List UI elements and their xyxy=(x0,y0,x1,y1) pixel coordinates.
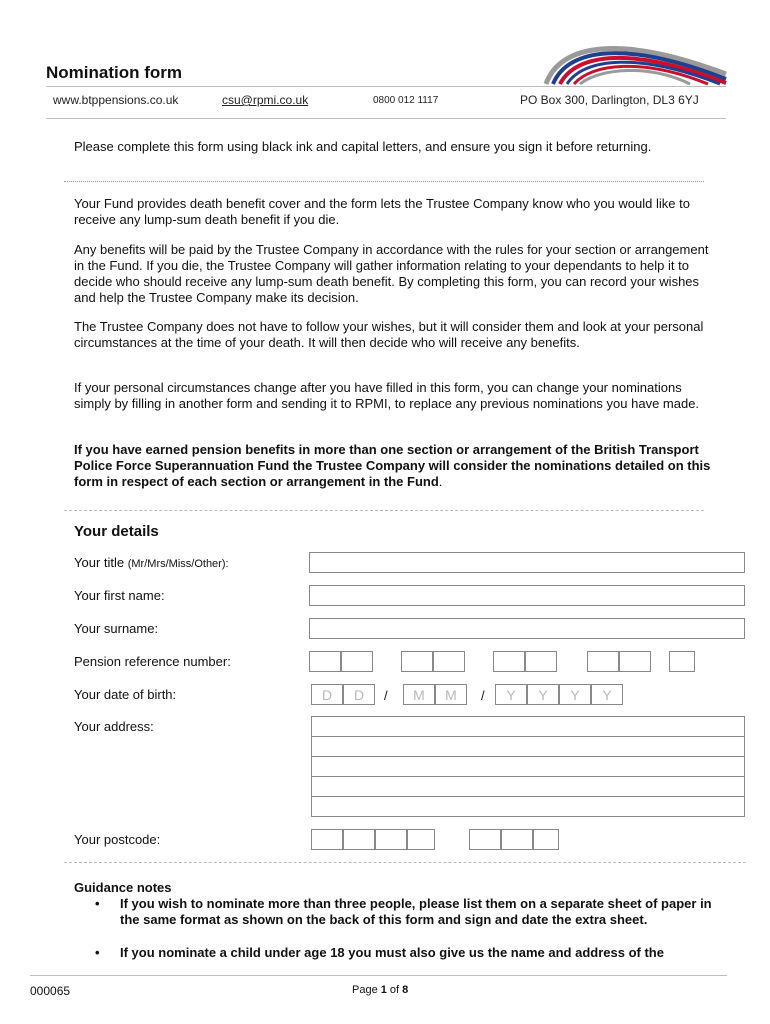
page-mid: of xyxy=(386,984,403,996)
dob-separator: / xyxy=(481,688,485,703)
guidance-heading: Guidance notes xyxy=(74,880,172,895)
dob-month-box[interactable]: M xyxy=(435,684,467,705)
guidance-bullet xyxy=(95,896,712,928)
surname-input[interactable] xyxy=(309,618,745,639)
page-indicator xyxy=(352,984,408,996)
dotted-divider xyxy=(64,181,704,182)
postcode-box[interactable] xyxy=(343,829,375,850)
notice-period: . xyxy=(438,474,443,489)
guidance-bullet xyxy=(95,945,712,961)
guidance-bullet-text: If you wish to nominate more than three people, please list them on a separate sheet of paper in the same format as shown on the back of this form and sign and date the extra sheet. xyxy=(120,896,712,927)
postcode-box[interactable] xyxy=(469,829,501,850)
your-details-heading: Your details xyxy=(74,523,159,540)
dob-month-box[interactable]: M xyxy=(403,684,435,705)
postal-address: PO Box 300, Darlington, DL3 6YJ xyxy=(520,93,699,107)
pension-ref-box[interactable] xyxy=(401,651,433,672)
header-divider xyxy=(46,86,726,87)
pension-ref-box[interactable] xyxy=(341,651,373,672)
instruction-text: Please complete this form using black ink and capital letters, and ensure you sign it before returning. xyxy=(74,139,652,154)
dashed-divider xyxy=(64,510,704,511)
title-label-text: Your title xyxy=(74,555,125,570)
dob-year-box[interactable]: Y xyxy=(591,684,623,705)
postcode-label: Your postcode: xyxy=(74,832,161,847)
page-title: Nomination form xyxy=(46,63,182,82)
intro-paragraph-2: Any benefits will be paid by the Trustee Company in accordance with the rules for your section or arrangement in the Fund. If you die, the Trustee Company will gather information relating to your dependants to help it to decide who should receive any lump-sum death benefit. By completing this form, you can record your wishes and help the Trustee Company make its decision. xyxy=(74,242,709,305)
dob-label: Your date of birth: xyxy=(74,687,177,702)
bullet-icon: • xyxy=(95,945,100,960)
address-line-5[interactable] xyxy=(311,796,745,817)
page-number: 1 xyxy=(380,984,387,996)
title-input[interactable] xyxy=(309,552,745,573)
phone-number: 0800 012 1117 xyxy=(373,95,439,106)
header-bottom-divider xyxy=(46,118,726,119)
page-total: 8 xyxy=(402,984,409,996)
email-link[interactable]: csu@rpmi.co.uk xyxy=(222,93,309,107)
pension-ref-label: Pension reference number: xyxy=(74,654,231,669)
page-prefix: Page xyxy=(352,984,381,996)
intro-paragraph-4: If your personal circumstances change after you have filled in this form, you can change your nominations simply by filling in another form and sending it to RPMI, to replace any previous nominations you have made. xyxy=(74,380,700,411)
surname-label: Your surname: xyxy=(74,621,159,636)
pension-ref-box[interactable] xyxy=(619,651,651,672)
title-label xyxy=(74,555,229,570)
dob-year-box[interactable]: Y xyxy=(495,684,527,705)
address-line-3[interactable] xyxy=(311,756,745,777)
postcode-box[interactable] xyxy=(375,829,407,850)
intro-paragraph-1: Your Fund provides death benefit cover and the form lets the Trustee Company know who you would like to receive any lump-sum death benefit if you die. xyxy=(74,196,690,227)
address-line-1[interactable] xyxy=(311,716,745,737)
footer-divider xyxy=(30,975,727,976)
postcode-box[interactable] xyxy=(407,829,435,850)
dashed-divider xyxy=(64,862,746,863)
brand-logo xyxy=(540,34,728,86)
pension-ref-box[interactable] xyxy=(587,651,619,672)
address-label: Your address: xyxy=(74,719,154,734)
postcode-box[interactable] xyxy=(533,829,559,850)
address-line-4[interactable] xyxy=(311,776,745,797)
dob-day-box[interactable]: D xyxy=(311,684,343,705)
pension-ref-box[interactable] xyxy=(493,651,525,672)
postcode-box[interactable] xyxy=(501,829,533,850)
pension-ref-box[interactable] xyxy=(309,651,341,672)
pension-ref-box[interactable] xyxy=(525,651,557,672)
website-link[interactable]: www.btppensions.co.uk xyxy=(53,93,179,107)
intro-paragraph-5 xyxy=(74,442,714,490)
title-hint: (Mr/Mrs/Miss/Other): xyxy=(127,558,229,570)
dob-year-box[interactable]: Y xyxy=(559,684,591,705)
dob-separator: / xyxy=(384,688,388,703)
intro-paragraph-3: The Trustee Company does not have to follow your wishes, but it will consider them and look at your personal circumstances at the time of your death. It will then decide who will receive any benefits. xyxy=(74,319,704,350)
dob-day-box[interactable]: D xyxy=(343,684,375,705)
pension-ref-box[interactable] xyxy=(669,651,695,672)
first-name-label: Your first name: xyxy=(74,588,165,603)
address-line-2[interactable] xyxy=(311,736,745,757)
first-name-input[interactable] xyxy=(309,585,745,606)
postcode-box[interactable] xyxy=(311,829,343,850)
form-code: 000065 xyxy=(30,984,71,998)
bullet-icon: • xyxy=(95,896,100,911)
multi-section-notice: If you have earned pension benefits in more than one section or arrangement of the British Transport Police Force Superannuation Fund the Trustee Company will consider the nominations detailed on this form in respect of each section or arrangement in the Fund xyxy=(74,442,711,489)
pension-ref-box[interactable] xyxy=(433,651,465,672)
guidance-bullet-text: If you nominate a child under age 18 you must also give us the name and address of the xyxy=(120,945,664,960)
dob-year-box[interactable]: Y xyxy=(527,684,559,705)
